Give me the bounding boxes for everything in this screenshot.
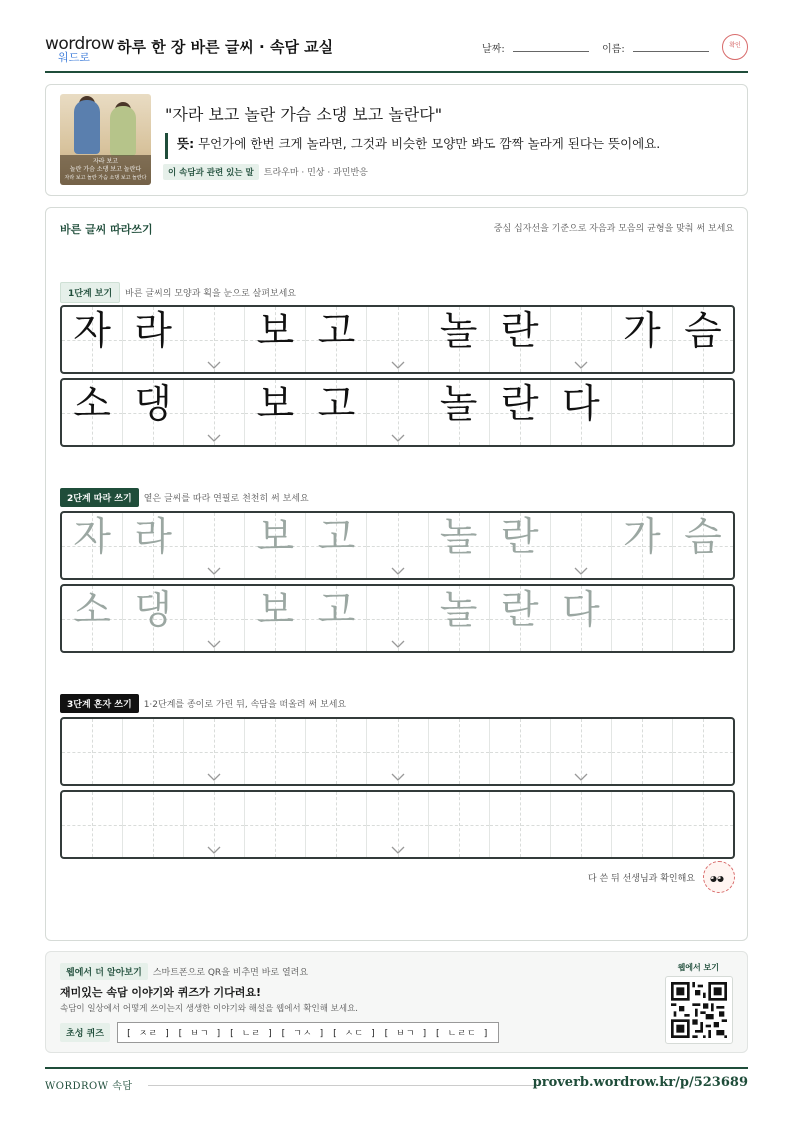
grid-cell[interactable] — [184, 792, 245, 857]
web-section — [45, 951, 748, 1053]
footer-brand: WORDROW 속담 — [45, 1081, 133, 1092]
logo-text: wordrow — [45, 34, 115, 54]
grid-character: 라 — [134, 515, 172, 560]
grid-cell — [673, 307, 733, 372]
grid-cell[interactable] — [612, 513, 673, 578]
page-title: 하루 한 장 바른 글씨 · 속담 교실 — [117, 38, 334, 56]
space-caret-icon — [391, 434, 405, 442]
qr-label: 웹에서 보기 — [677, 963, 719, 972]
grid-cell[interactable] — [62, 719, 123, 784]
space-caret-icon — [207, 640, 221, 648]
space-caret-icon — [207, 846, 221, 854]
grid-cell[interactable] — [551, 792, 612, 857]
grid-cell — [123, 307, 184, 372]
grid-cell — [490, 307, 551, 372]
step2-row1[interactable] — [60, 511, 735, 580]
step1-badge: 1단계 보기 — [60, 282, 120, 303]
step1-row2 — [60, 378, 735, 447]
grid-cell[interactable] — [367, 586, 428, 651]
grid-cell — [551, 380, 612, 445]
grid-cell[interactable] — [123, 586, 184, 651]
proverb-card — [45, 84, 748, 196]
grid-cell[interactable] — [429, 513, 490, 578]
step1-row1 — [60, 305, 735, 374]
related-words — [163, 164, 368, 180]
grid-character: 보 — [256, 588, 295, 633]
grid-cell — [612, 307, 673, 372]
grid-cell[interactable] — [429, 586, 490, 651]
grid-character: 보 — [256, 515, 295, 560]
proverb-quote: "자라 보고 놀란 가슴 소댕 보고 놀란다" — [165, 105, 443, 124]
footer-url[interactable]: proverb.wordrow.kr/p/523689 — [532, 1075, 748, 1090]
wordrow-logo — [45, 34, 115, 64]
grid-cell[interactable] — [184, 513, 245, 578]
grid-cell[interactable] — [673, 792, 733, 857]
grid-character: 란 — [500, 588, 539, 633]
step2-badge: 2단계 따라 쓰기 — [60, 488, 139, 507]
meaning-label: 뜻: — [177, 136, 195, 151]
grid-cell[interactable] — [306, 719, 367, 784]
space-caret-icon — [207, 567, 221, 575]
grid-cell — [184, 380, 245, 445]
grid-cell[interactable] — [184, 719, 245, 784]
name-field[interactable] — [602, 40, 709, 55]
section-note: 중심 십자선을 기준으로 자음과 모음의 균형을 맞춰 써 보세요 — [493, 224, 734, 234]
grid-character: 란 — [500, 309, 539, 354]
step2-row2[interactable] — [60, 584, 735, 653]
step3-desc: 1·2단계를 종이로 가린 뒤, 속담을 떠올려 써 보세요 — [143, 700, 347, 710]
grid-character: 자 — [73, 515, 111, 560]
name-label: 이름: — [602, 44, 625, 55]
grid-character: 다 — [561, 588, 600, 633]
grid-cell[interactable] — [306, 586, 367, 651]
grid-character: 소 — [73, 382, 111, 427]
grid-cell — [245, 380, 306, 445]
qr-code-icon[interactable] — [665, 976, 733, 1044]
grid-cell[interactable] — [673, 719, 733, 784]
grid-cell[interactable] — [184, 586, 245, 651]
logo-subtext: 워드로 — [58, 51, 90, 64]
date-blank[interactable] — [513, 43, 589, 52]
grid-character: 보 — [256, 309, 295, 354]
grid-character: 고 — [317, 382, 356, 427]
space-caret-icon — [391, 773, 405, 781]
quiz-box: [ ㅈㄹ ] [ ㅂㄱ ] [ ㄴㄹ ] [ ㄱㅅ ] [ ㅅㄷ ] [ ㅂㄱ ] [ ㄴㄹㄷ ] — [117, 1022, 499, 1043]
footer-divider — [148, 1085, 540, 1086]
grid-cell[interactable] — [62, 513, 123, 578]
grid-cell[interactable] — [306, 792, 367, 857]
grid-cell[interactable] — [612, 586, 673, 651]
space-caret-icon — [574, 567, 588, 575]
grid-character: 자 — [73, 309, 111, 354]
grid-cell — [62, 380, 123, 445]
grid-cell — [367, 380, 428, 445]
grid-cell[interactable] — [123, 719, 184, 784]
grid-character: 소 — [73, 588, 111, 633]
practice-section — [45, 207, 748, 941]
grid-cell[interactable] — [62, 792, 123, 857]
step3-row2[interactable] — [60, 790, 735, 859]
grid-character: 슴 — [684, 309, 722, 354]
grid-cell[interactable] — [612, 792, 673, 857]
grid-character: 가 — [623, 309, 661, 354]
space-caret-icon — [391, 567, 405, 575]
grid-cell[interactable] — [612, 719, 673, 784]
grid-cell[interactable] — [429, 792, 490, 857]
grid-cell[interactable] — [673, 513, 733, 578]
grid-cell — [62, 307, 123, 372]
grid-cell[interactable] — [551, 719, 612, 784]
grid-cell — [306, 380, 367, 445]
web-description: 속담이 일상에서 어떻게 쓰이는지 생생한 이야기와 해설을 웹에서 확인해 보세요. — [60, 1004, 358, 1014]
grid-cell[interactable] — [245, 719, 306, 784]
section-title: 바른 글씨 따라쓰기 — [60, 223, 153, 236]
grid-character: 다 — [561, 382, 600, 427]
grid-character: 고 — [317, 515, 356, 560]
grid-character: 보 — [256, 382, 295, 427]
illustration-caption: 자라 보고 놀란 가슴 소댕 보고 놀란다 자라 보고 놀란 가슴 소댕 보고 놀란다 — [60, 155, 151, 185]
date-field[interactable] — [482, 40, 589, 55]
grid-character: 놀 — [439, 382, 478, 427]
web-headline: 재미있는 속담 이야기와 퀴즈가 기다려요! — [60, 986, 261, 999]
proverb-meaning — [165, 133, 660, 159]
grid-cell — [367, 307, 428, 372]
grid-cell — [184, 307, 245, 372]
grid-cell[interactable] — [245, 586, 306, 651]
grid-character: 라 — [134, 309, 172, 354]
grid-character: 슴 — [684, 515, 722, 560]
meaning-text: 무언가에 한번 크게 놀라면, 그것과 비슷한 모양만 봐도 깜짝 놀라게 된다는 뜻이에요. — [198, 136, 661, 151]
grid-cell — [429, 307, 490, 372]
grid-cell — [612, 380, 673, 445]
grid-character: 놀 — [439, 309, 478, 354]
confirm-stamp-icon: 확인 — [722, 34, 748, 60]
grid-cell[interactable] — [306, 513, 367, 578]
grid-cell — [429, 380, 490, 445]
page-footer — [45, 1067, 748, 1092]
grid-cell[interactable] — [62, 586, 123, 651]
related-list: 트라우마 · 민상 · 과민반응 — [263, 168, 368, 178]
grid-cell[interactable] — [123, 513, 184, 578]
grid-cell[interactable] — [245, 792, 306, 857]
grid-character: 놀 — [439, 515, 478, 560]
space-caret-icon — [391, 846, 405, 854]
grid-character: 고 — [317, 588, 356, 633]
grid-cell[interactable] — [367, 719, 428, 784]
related-label: 이 속담과 관련 있는 말 — [163, 164, 259, 180]
step1-header — [60, 282, 296, 300]
web-badge: 웹에서 더 알아보기 스마트폰으로 QR을 비추면 바로 열려요 — [60, 963, 308, 980]
grid-cell — [306, 307, 367, 372]
grid-cell — [673, 380, 733, 445]
space-caret-icon — [391, 361, 405, 369]
space-caret-icon — [391, 640, 405, 648]
grid-character: 댕 — [134, 588, 172, 633]
grid-cell[interactable] — [367, 792, 428, 857]
grid-cell — [245, 307, 306, 372]
grid-cell[interactable] — [123, 792, 184, 857]
grid-cell — [123, 380, 184, 445]
step1-desc: 바른 글씨의 모양과 획을 눈으로 살펴보세요 — [125, 289, 296, 299]
grid-cell[interactable] — [490, 586, 551, 651]
step3-row1[interactable] — [60, 717, 735, 786]
grid-character: 란 — [500, 515, 539, 560]
grid-cell[interactable] — [673, 586, 733, 651]
grid-cell[interactable] — [490, 719, 551, 784]
grid-character: 놀 — [439, 588, 478, 633]
grid-cell — [490, 380, 551, 445]
date-label: 날짜: — [482, 44, 505, 55]
chosung-quiz — [60, 1022, 499, 1043]
grid-cell[interactable] — [490, 513, 551, 578]
space-caret-icon — [207, 773, 221, 781]
teacher-stamp-icon: ◕◕ — [703, 861, 735, 893]
page-header — [45, 28, 748, 73]
grid-cell[interactable] — [551, 586, 612, 651]
space-caret-icon — [574, 773, 588, 781]
grid-character: 댕 — [134, 382, 172, 427]
grid-cell[interactable] — [245, 513, 306, 578]
grid-character: 고 — [317, 309, 356, 354]
space-caret-icon — [207, 361, 221, 369]
qr-svg — [671, 982, 727, 1038]
grid-cell[interactable] — [551, 513, 612, 578]
space-caret-icon — [207, 434, 221, 442]
grid-cell — [551, 307, 612, 372]
grid-character: 가 — [623, 515, 661, 560]
proverb-illustration — [60, 94, 151, 185]
step3-badge: 3단계 혼자 쓰기 — [60, 694, 139, 713]
grid-character: 란 — [500, 382, 539, 427]
grid-cell[interactable] — [490, 792, 551, 857]
grid-cell[interactable] — [429, 719, 490, 784]
check-text: 다 쓴 뒤 선생님과 확인해요 — [587, 874, 695, 884]
step2-header — [60, 488, 309, 506]
step3-header — [60, 694, 346, 712]
space-caret-icon — [574, 361, 588, 369]
grid-cell[interactable] — [367, 513, 428, 578]
quiz-label: 초성 퀴즈 — [60, 1023, 110, 1042]
name-blank[interactable] — [633, 43, 709, 52]
step2-desc: 옅은 글씨를 따라 연필로 천천히 써 보세요 — [143, 494, 309, 504]
